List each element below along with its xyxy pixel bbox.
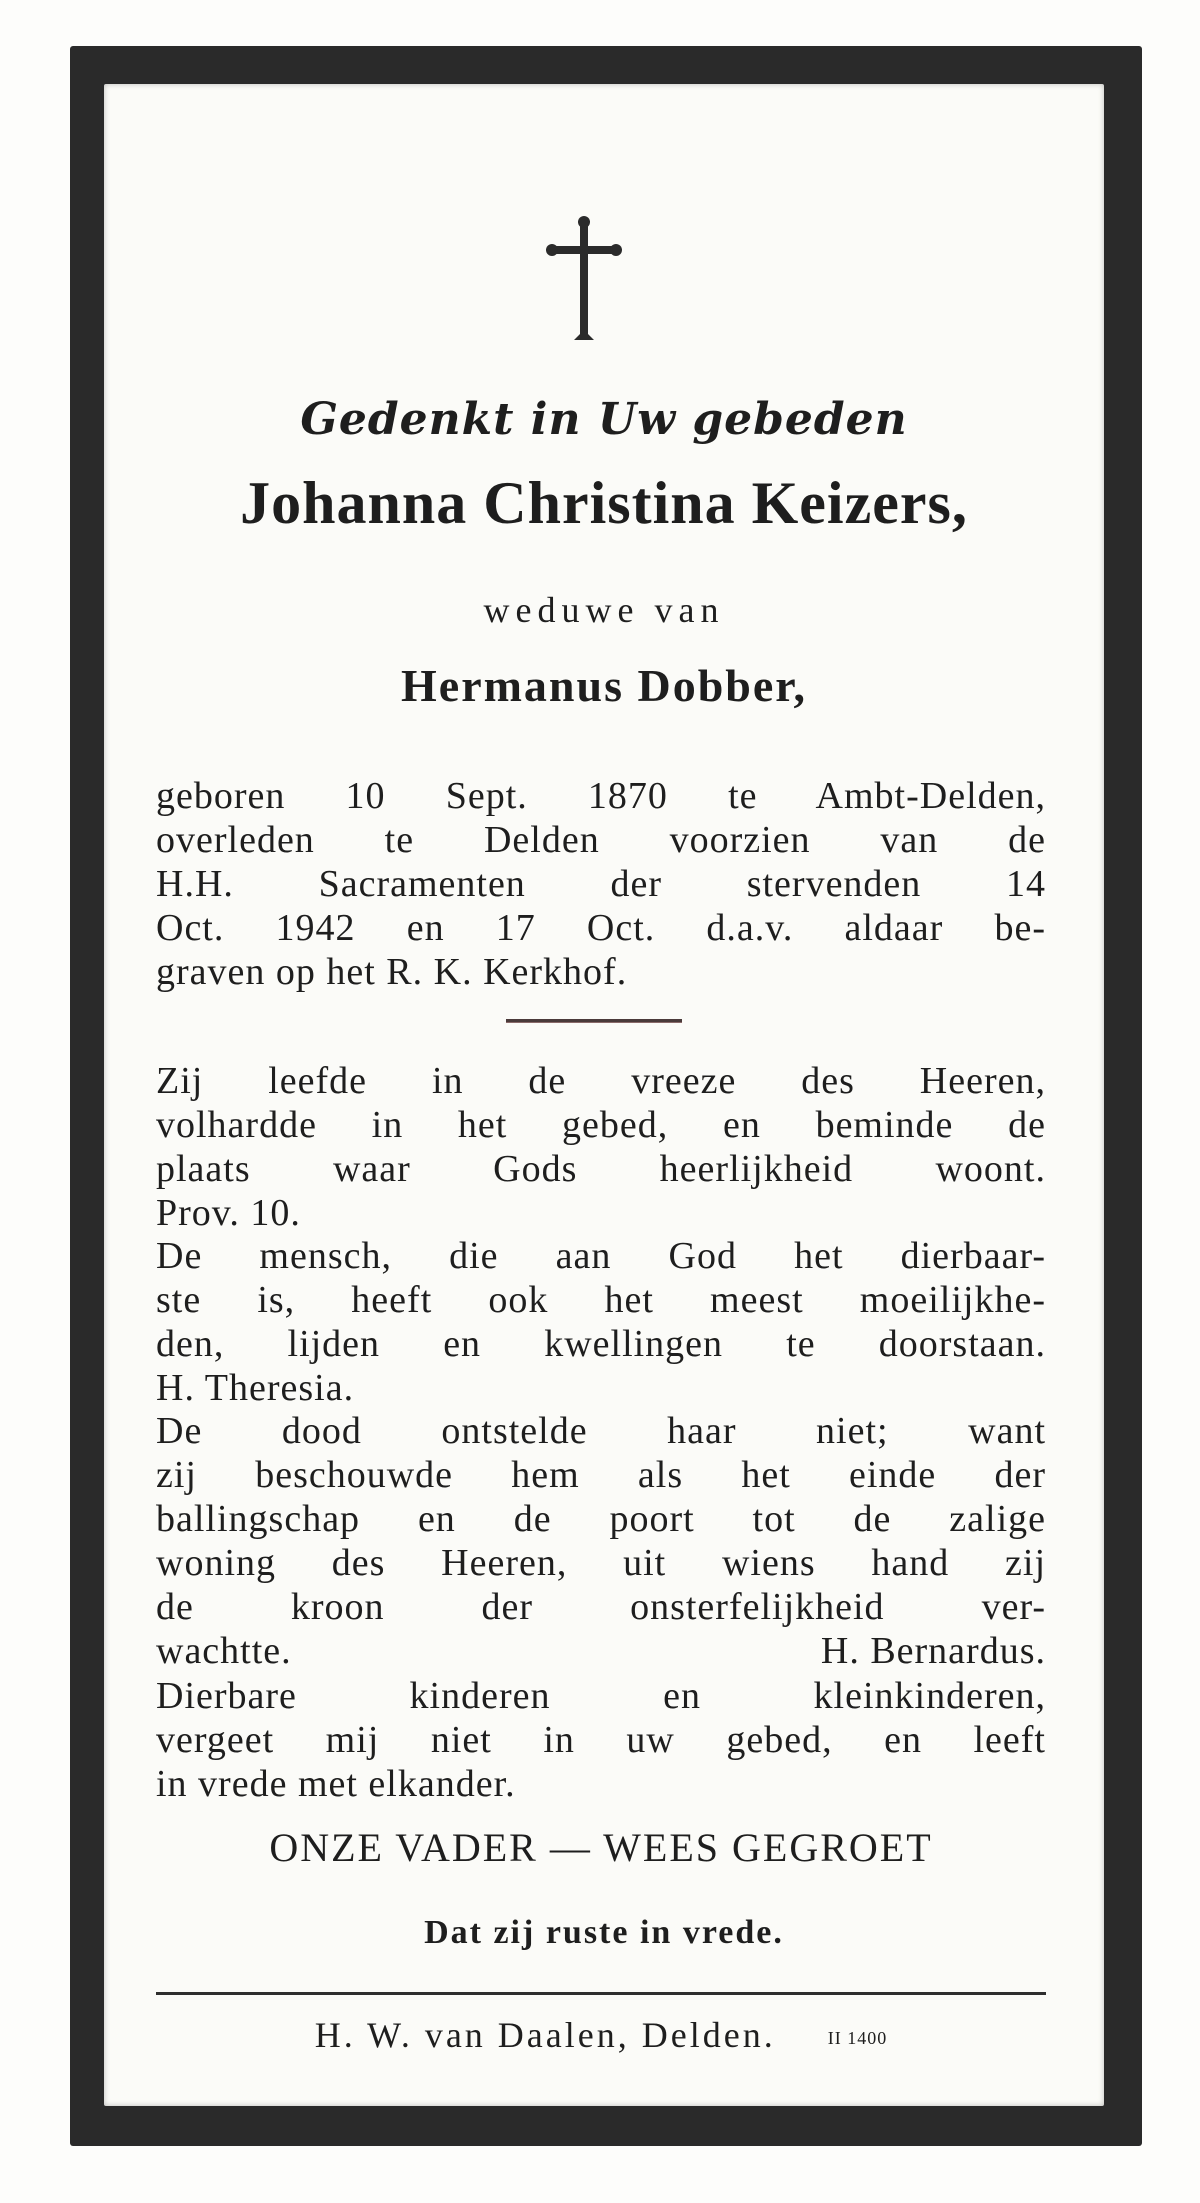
card-content [104,84,1104,2106]
rest-in-peace: Dat zij ruste in vrede. [424,1914,784,1951]
quote-last-line [156,1629,1046,1673]
widow-of-label: weduwe van [483,590,725,630]
quote-line: plaats waar Gods heerlijkheid woont. [156,1148,1046,1190]
quote-attribution: H. Theresia. [156,1367,355,1409]
divider [506,1019,682,1023]
bio-line: geboren 10 Sept. 1870 te Ambt-Delden, [156,775,1046,817]
printer-footer [156,2014,1046,2056]
quote-block [156,1409,1046,1673]
quote-block [156,1234,1046,1410]
bio-line: Oct. 1942 en 17 Oct. d.a.v. aldaar be- [156,907,1046,949]
quote-line: woning des Heeren, uit wiens hand zij [156,1542,1046,1584]
print-number: II 1400 [827,2028,888,2049]
memorial-card-border [70,46,1142,2146]
deceased-name: Johanna Christina Keizers, [240,470,968,536]
quote-line: de kroon der onsterfelijkheid ver- [156,1586,1046,1628]
message-line: in vrede met elkander. [156,1763,516,1805]
bio-line: graven op het R. K. Kerkhof. [156,951,628,993]
spouse-name: Hermanus Dobber, [401,660,807,711]
bio-line: H.H. Sacramenten der stervenden 14 [156,863,1046,905]
quote-line: De dood ontstelde haar niet; want [156,1410,1046,1452]
memorial-card [104,84,1104,2106]
quote-line: ste is, heeft ook het meest moeilijkhe- [156,1279,1046,1321]
prayer-line: ONZE VADER — WEES GEGROET [269,1825,933,1870]
biography [156,774,1046,994]
quote-line: ballingschap en de poort tot de zalige [156,1498,1046,1540]
quote-line: De mensch, die aan God het dierbaar- [156,1235,1046,1277]
printer-name: H. W. van Daalen, Delden. [314,2015,776,2055]
message-line: vergeet mij niet in uw gebed, en leeft [156,1719,1046,1761]
closing-message [156,1674,1046,1806]
quote-line: Zij leefde in de vreeze des Heeren, [156,1060,1046,1102]
quote-line: wachtte. [156,1630,292,1672]
quote-attribution: Prov. 10. [156,1192,301,1234]
latin-cross-icon [544,216,624,346]
message-line: Dierbare kinderen en kleinkinderen, [156,1675,1046,1717]
quote-block [156,1059,1046,1235]
footer-divider [156,1992,1046,1995]
quote-line: den, lijden en kwellingen te doorstaan. [156,1323,1046,1365]
quote-line: zij beschouwde hem als het einde der [156,1454,1046,1496]
quote-line: volhardde in het gebed, en beminde de [156,1104,1046,1146]
bio-line: overleden te Delden voorzien van de [156,819,1046,861]
quote-attribution: H. Bernardus. [820,1630,1046,1672]
heading: Gedenkt in Uw gebeden [300,394,908,445]
